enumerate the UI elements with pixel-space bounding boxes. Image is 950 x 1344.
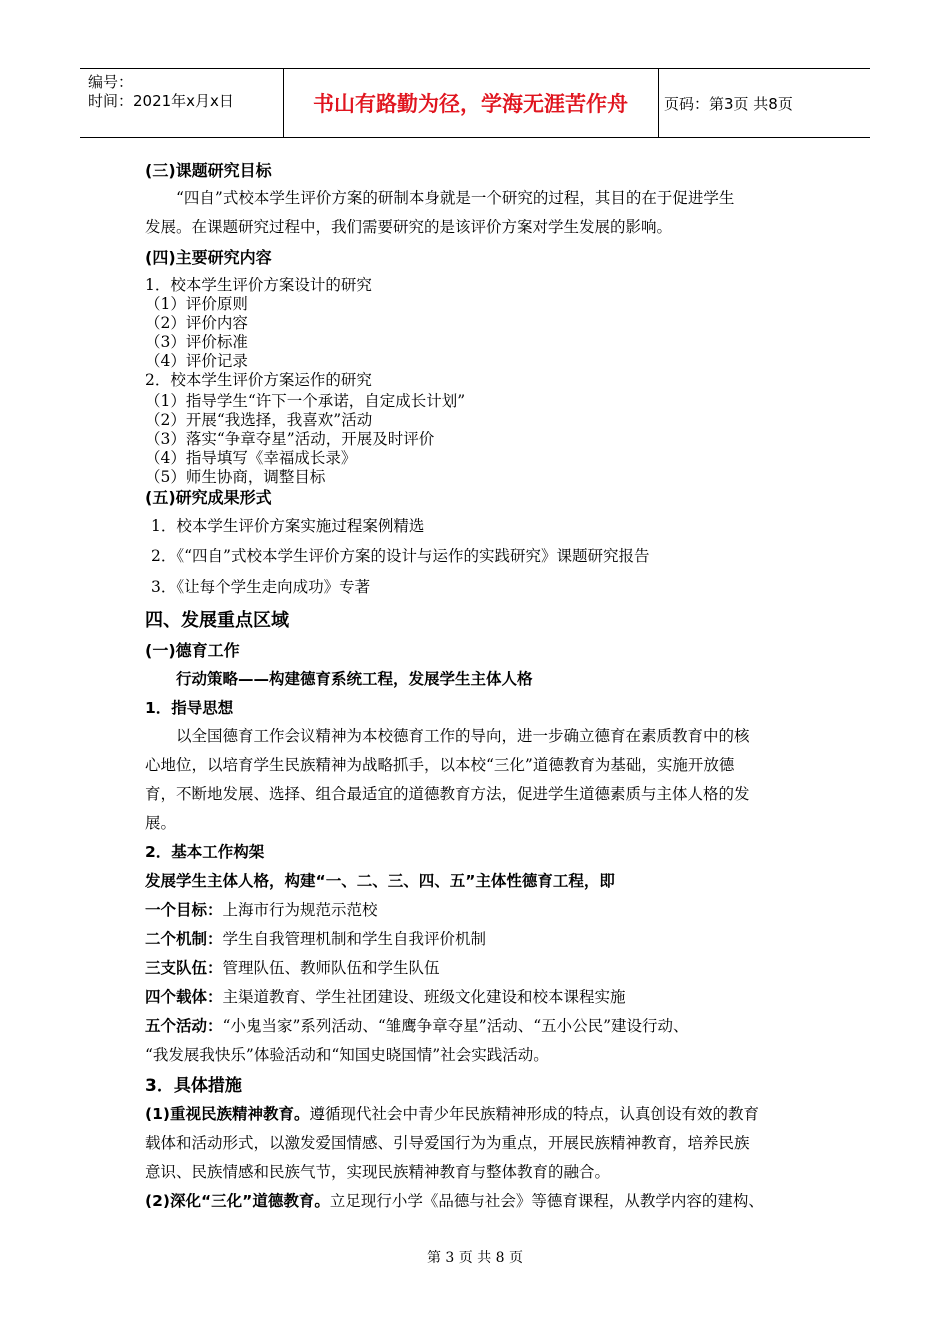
paragraph-line: 意识、民族情感和民族气节，实现民族精神教育与整体教育的融合。 bbox=[145, 1163, 611, 1181]
paragraph-line: “四自”式校本学生评价方案的研制本身就是一个研究的过程，其目的在于促进学生 bbox=[176, 189, 735, 207]
framework-item-continuation: “我发展我快乐”体验活动和“知国史晓国情”社会实践活动。 bbox=[145, 1046, 549, 1064]
measure-text: 遵循现代社会中青少年民族精神形成的特点，认真创设有效的教育 bbox=[309, 1105, 759, 1123]
header-page-label: 页码：第3页 共8页 bbox=[664, 94, 793, 113]
framework-item-label: 五个活动： bbox=[145, 1017, 223, 1035]
list-item: （5）师生协商，调整目标 bbox=[145, 468, 326, 486]
subsection-title-framework: 2．基本工作构架 bbox=[145, 843, 265, 861]
subsection-title-measures: 3．具体措施 bbox=[145, 1076, 242, 1096]
strategy-line: 行动策略——构建德育系统工程，发展学生主体人格 bbox=[176, 670, 533, 688]
list-item: 1．校本学生评价方案实施过程案例精选 bbox=[151, 517, 425, 535]
paragraph-line: 发展。在课题研究过程中，我们需要研究的是该评价方案对学生发展的影响。 bbox=[145, 218, 673, 236]
measure-text: 立足现行小学《品德与社会》等德育课程，从教学内容的建构、 bbox=[329, 1192, 764, 1210]
framework-item-label: 四个载体： bbox=[145, 988, 223, 1006]
framework-item bbox=[145, 927, 486, 949]
header-divider-right bbox=[658, 69, 659, 137]
framework-item-label: 三支队伍： bbox=[145, 959, 223, 977]
framework-item-text: 学生自我管理机制和学生自我评价机制 bbox=[222, 930, 487, 948]
framework-item bbox=[145, 985, 626, 1007]
header-number: 编号： bbox=[88, 73, 134, 91]
header-motto: 书山有路勤为径，学海无涯苦作舟 bbox=[313, 92, 628, 116]
framework-item-text: 管理队伍、教师队伍和学生队伍 bbox=[222, 959, 440, 977]
part-title-development-areas: 四、发展重点区域 bbox=[145, 610, 289, 631]
measure-item bbox=[145, 1102, 759, 1124]
framework-item bbox=[145, 1014, 689, 1036]
paragraph-line: 心地位，以培育学生民族精神为战略抓手，以本校“三化”道德教育为基础，实施开放德 bbox=[145, 756, 735, 774]
list-item: （3）落实“争章夺星”活动，开展及时评价 bbox=[145, 430, 435, 448]
list-item: （1）评价原则 bbox=[145, 295, 248, 313]
list-item: （1）指导学生“许下一个承诺，自定成长计划” bbox=[145, 392, 466, 410]
framework-item-label: 二个机制： bbox=[145, 930, 223, 948]
framework-intro: 发展学生主体人格，构建“一、二、三、四、五”主体性德育工程，即 bbox=[145, 872, 615, 890]
framework-item-label: 一个目标： bbox=[145, 901, 223, 919]
framework-item-text: “小鬼当家”系列活动、“雏鹰争章夺星”活动、“五小公民”建设行动、 bbox=[222, 1017, 689, 1035]
framework-item-text: 上海市行为规范示范校 bbox=[222, 901, 378, 919]
list-item: 3．《让每个学生走向成功》专著 bbox=[151, 578, 371, 596]
list-item: （2）开展“我选择，我喜欢”活动 bbox=[145, 411, 373, 429]
framework-item bbox=[145, 956, 440, 978]
list-item: （3）评价标准 bbox=[145, 333, 248, 351]
section-title-research-results: (五)研究成果形式 bbox=[145, 488, 272, 507]
page-footer: 第 3 页 共 8 页 bbox=[426, 1250, 524, 1266]
section-title-moral-education: (一)德育工作 bbox=[145, 641, 240, 660]
measure-item bbox=[145, 1189, 764, 1211]
list-item: 1．校本学生评价方案设计的研究 bbox=[145, 276, 372, 294]
framework-item bbox=[145, 898, 378, 920]
paragraph-line: 育，不断地发展、选择、组合最适宜的道德教育方法，促进学生道德素质与主体人格的发 bbox=[145, 785, 750, 803]
section-title-research-goal: (三)课题研究目标 bbox=[145, 161, 272, 180]
list-item: 2．《“四自”式校本学生评价方案的设计与运作的实践研究》课题研究报告 bbox=[151, 547, 650, 565]
section-title-research-content: (四)主要研究内容 bbox=[145, 248, 272, 267]
list-item: （2）评价内容 bbox=[145, 314, 248, 332]
paragraph-line: 以全国德育工作会议精神为本校德育工作的导向，进一步确立德育在素质教育中的核 bbox=[176, 727, 750, 745]
measure-label: (2)深化“三化”道德教育。 bbox=[145, 1192, 330, 1210]
subsection-title-guiding-idea: 1．指导思想 bbox=[145, 699, 234, 717]
list-item: （4）评价记录 bbox=[145, 352, 248, 370]
framework-item-text: 主渠道教育、学生社团建设、班级文化建设和校本课程实施 bbox=[222, 988, 626, 1006]
page-header bbox=[80, 68, 870, 138]
header-meta bbox=[88, 73, 234, 111]
paragraph-line: 载体和活动形式，以激发爱国情感、引导爱国行为为重点，开展民族精神教育，培养民族 bbox=[145, 1134, 750, 1152]
list-item: （4）指导填写《幸福成长录》 bbox=[145, 449, 357, 467]
list-item: 2．校本学生评价方案运作的研究 bbox=[145, 371, 372, 389]
paragraph-line: 展。 bbox=[145, 814, 177, 832]
measure-label: (1)重视民族精神教育。 bbox=[145, 1105, 310, 1123]
header-time: 时间：2021年x月x日 bbox=[88, 92, 234, 110]
